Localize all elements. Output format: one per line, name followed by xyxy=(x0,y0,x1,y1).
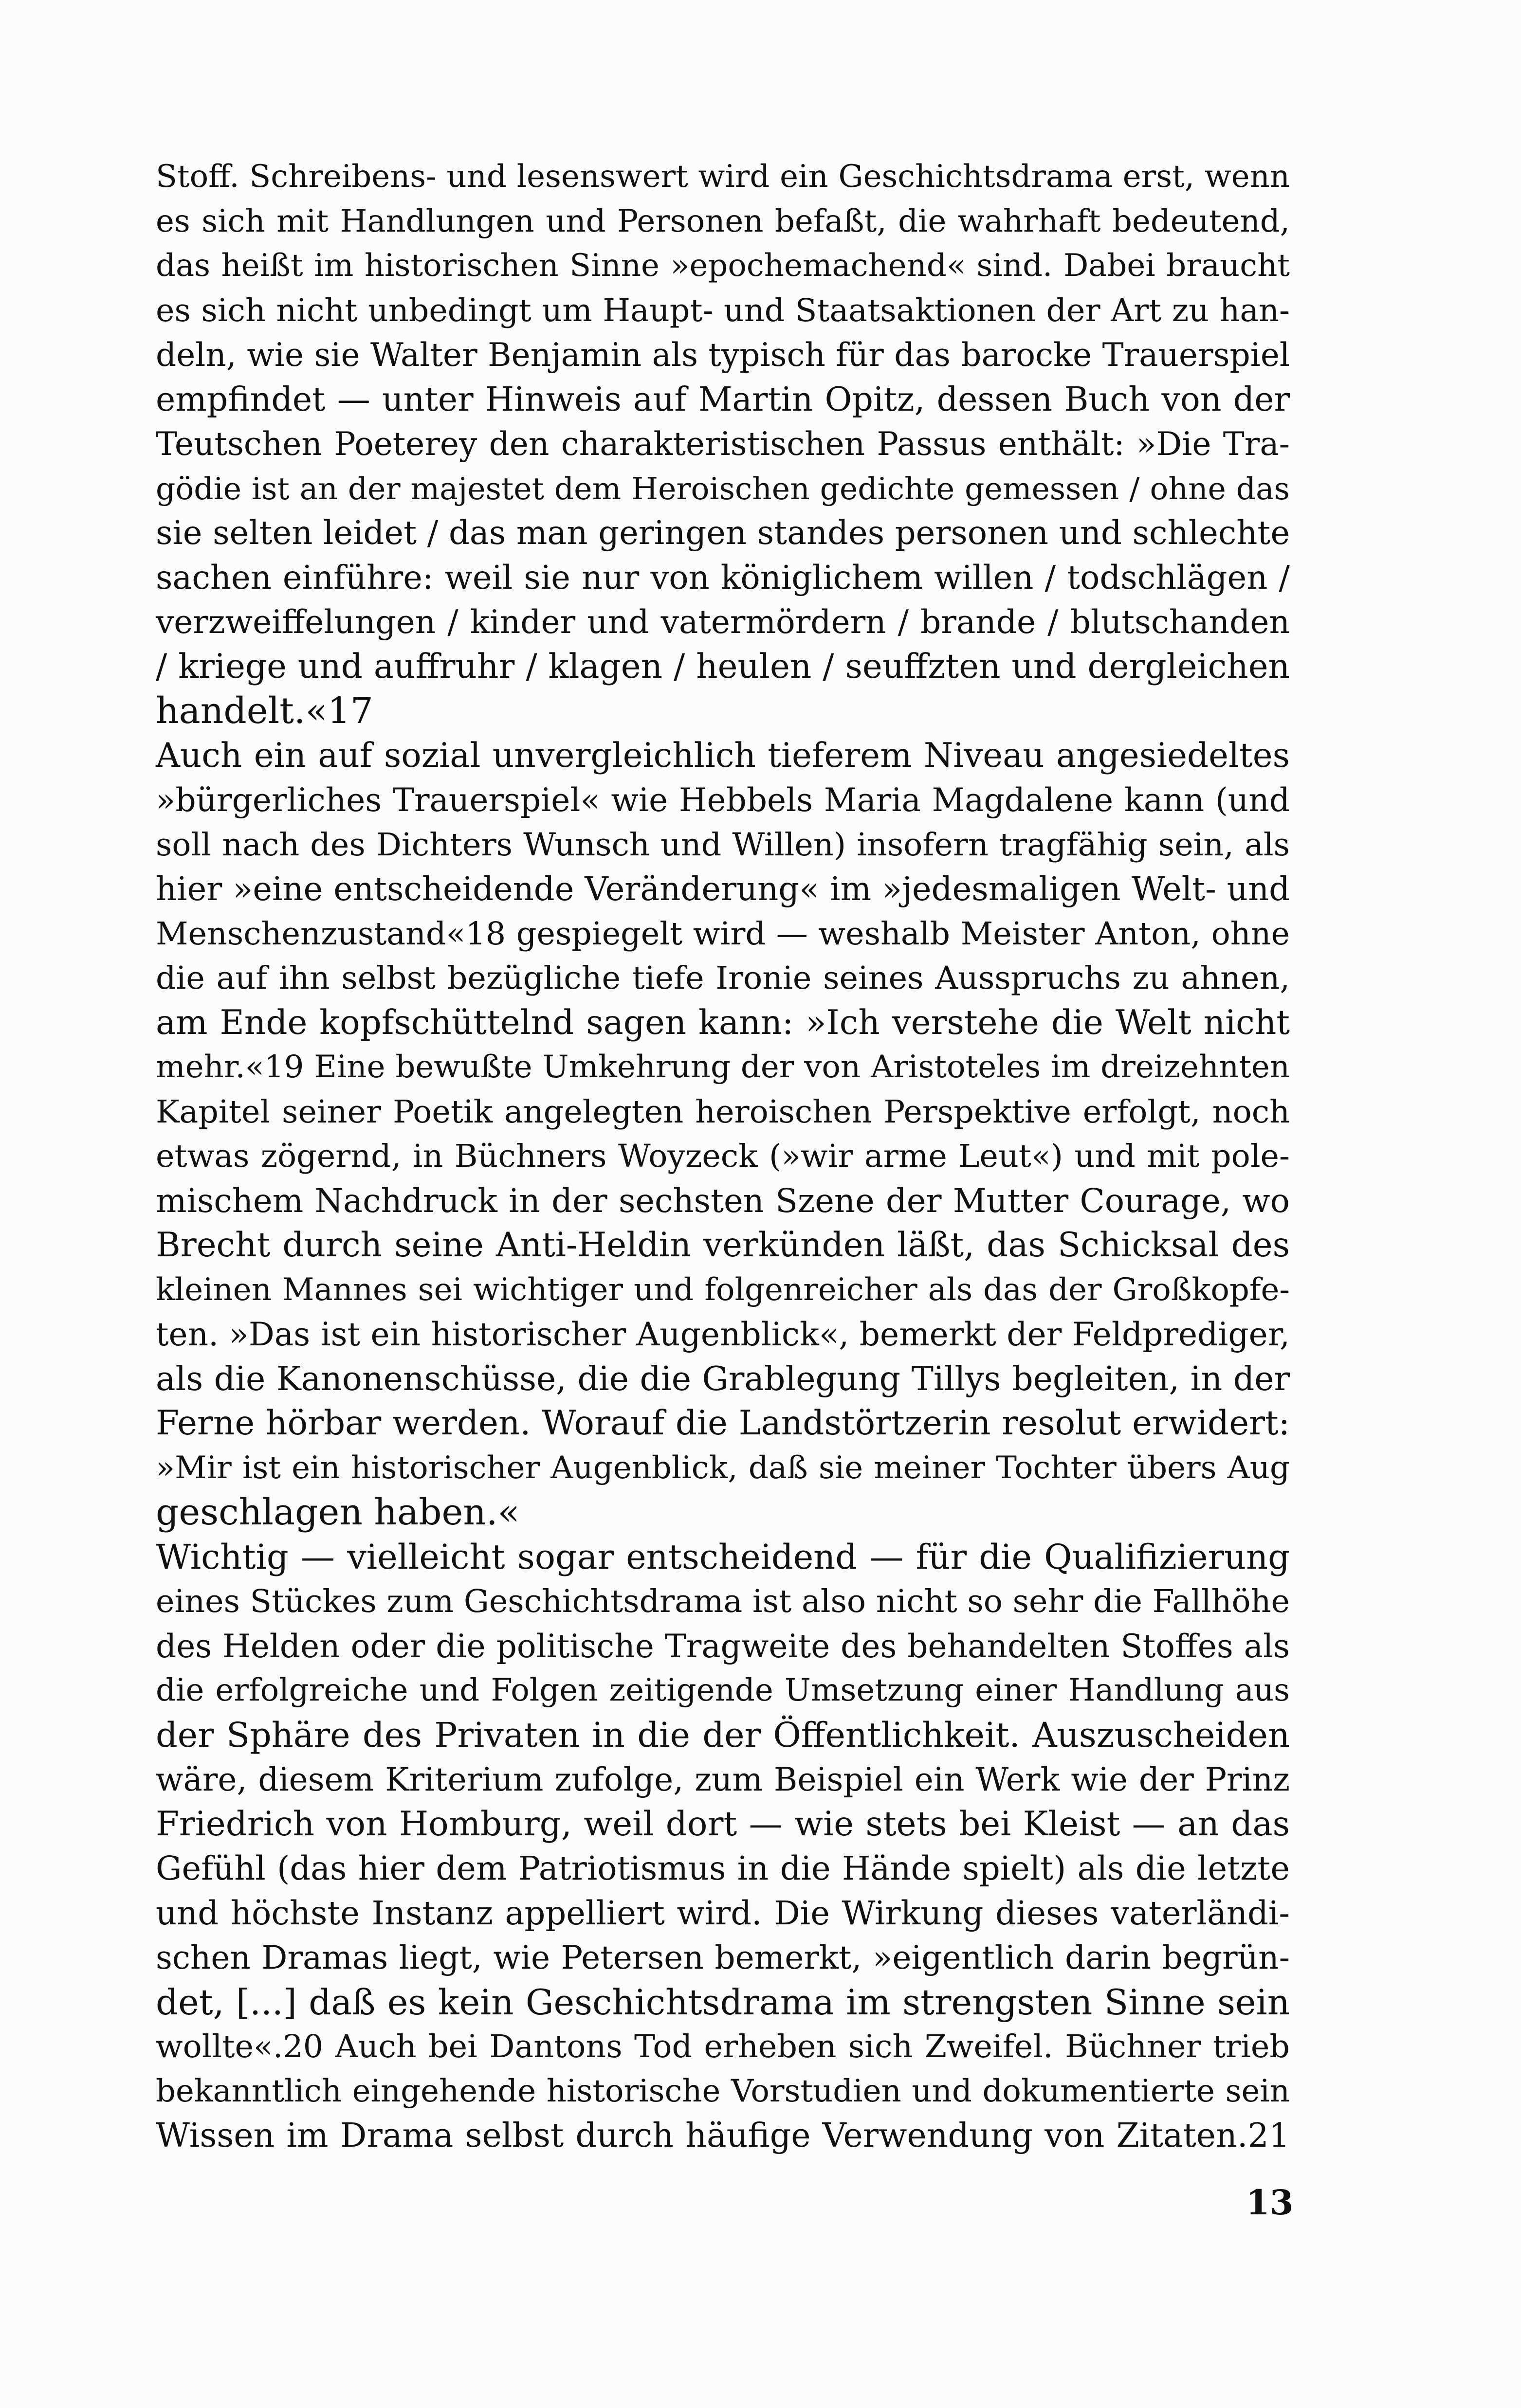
text-line: gödie ist an der majestet dem Heroischen gedichte gemessen / ohne das xyxy=(156,471,1290,507)
text-line: es sich nicht unbedingt um Haupt- und Staatsaktionen der Art zu han- xyxy=(156,292,1290,329)
text-line: »bürgerliches Trauerspiel« wie Hebbels Maria Magdalene kann (und xyxy=(156,781,1290,819)
text-line: soll nach des Dichters Wunsch und Willen) insofern tragfähig sein, als xyxy=(156,826,1290,863)
text-line: Ferne hörbar werden. Worauf die Landstörtzerin resolut erwidert: xyxy=(156,1404,1290,1443)
text-line: Stoff. Schreibens- und lesenswert wird ein Geschichtsdrama erst, wenn xyxy=(156,159,1290,195)
text-line: wollte«.20 Auch bei Dantons Tod erheben sich Zweifel. Büchner trieb xyxy=(156,2028,1290,2065)
text-line: am Ende kopfschüttelnd sagen kann: »Ich verstehe die Welt nicht xyxy=(156,1003,1290,1042)
text-line: handelt.«17 xyxy=(156,690,373,732)
text-line: Wichtig — vielleicht sogar entscheidend — für die Qualifizierung xyxy=(156,1537,1290,1577)
text-line: schen Dramas liegt, wie Petersen bemerkt, »eigentlich darin begrün- xyxy=(156,1939,1290,1976)
text-line: des Helden oder die politische Tragweite des behandelten Stoffes als xyxy=(156,1627,1290,1665)
text-line: det, [...] daß es kein Geschichtsdrama im strengsten Sinne sein xyxy=(156,1981,1290,2023)
text-line: und höchste Instanz appelliert wird. Die Wirkung dieses vaterländi- xyxy=(156,1894,1290,1932)
text-line: empfindet — unter Hinweis auf Martin Opitz, dessen Buch von der xyxy=(156,380,1290,419)
text-line: Wissen im Drama selbst durch häufige Verwendung von Zitaten.21 xyxy=(156,2117,1290,2155)
text-line: eines Stückes zum Geschichtsdrama ist also nicht so sehr die Fallhöhe xyxy=(156,1583,1290,1620)
text-line: »Mir ist ein historischer Augenblick, daß sie meiner Tochter übers Aug xyxy=(156,1449,1290,1486)
text-line: verzweiffelungen / kinder und vatermördern / brande / blutschanden xyxy=(156,603,1290,641)
body-text xyxy=(156,155,1290,2158)
text-line: Gefühl (das hier dem Patriotismus in die Hände spielt) als die letzte xyxy=(156,1849,1290,1887)
text-line: sachen einführe: weil sie nur von königlichem willen / todschlägen / xyxy=(156,558,1290,597)
text-line: Menschenzustand«18 gespiegelt wird — weshalb Meister Anton, ohne xyxy=(156,915,1290,952)
text-line: deln, wie sie Walter Benjamin als typisch für das barocke Trauerspiel xyxy=(156,336,1290,374)
text-line: mischem Nachdruck in der sechsten Szene der Mutter Courage, wo xyxy=(156,1181,1290,1220)
text-line: es sich mit Handlungen und Personen befaßt, die wahrhaft bedeutend, xyxy=(156,203,1290,239)
text-line: / kriege und auffruhr / klagen / heulen / seuffzten und dergleichen xyxy=(156,647,1290,686)
text-line: sie selten leidet / das man geringen standes personen und schlechte xyxy=(156,514,1290,552)
text-line: der Sphäre des Privaten in die der Öffentlichkeit. Auszuscheiden xyxy=(156,1715,1290,1755)
text-line: Friedrich von Homburg, weil dort — wie stets bei Kleist — an das xyxy=(156,1804,1290,1844)
text-line: geschlagen haben.« xyxy=(156,1491,520,1533)
text-line: wäre, diesem Kriterium zufolge, zum Beispiel ein Werk wie der Prinz xyxy=(156,1761,1290,1798)
page-number: 13 xyxy=(1246,2182,1294,2223)
text-line: Auch ein auf sozial unvergleichlich tieferem Niveau angesiedeltes xyxy=(156,736,1290,775)
text-line: die auf ihn selbst bezügliche tiefe Ironie seines Ausspruchs zu ahnen, xyxy=(156,960,1290,996)
text-line: die erfolgreiche und Folgen zeitigende Umsetzung einer Handlung aus xyxy=(156,1672,1290,1708)
text-line: kleinen Mannes sei wichtiger und folgenreicher als das der Großkopfe- xyxy=(156,1271,1290,1308)
text-line: ten. »Das ist ein historischer Augenblick«, bemerkt der Feldprediger, xyxy=(156,1316,1290,1353)
text-line: Brecht durch seine Anti-Heldin verkünden läßt, das Schicksal des xyxy=(156,1226,1290,1265)
text-line: bekanntlich eingehende historische Vorstudien und dokumentierte sein xyxy=(156,2073,1290,2109)
text-line: Kapitel seiner Poetik angelegten heroischen Perspektive erfolgt, noch xyxy=(156,1093,1290,1130)
text-line: als die Kanonenschüsse, die die Grablegung Tillys begleiten, in der xyxy=(156,1359,1290,1398)
text-line: mehr.«19 Eine bewußte Umkehrung der von Aristoteles im dreizehnten xyxy=(156,1049,1290,1085)
text-line: etwas zögernd, in Büchners Woyzeck (»wir arme Leut«) und mit pole- xyxy=(156,1138,1290,1175)
text-line: Teutschen Poeterey den charakteristischen Passus enthält: »Die Tra- xyxy=(156,425,1290,463)
text-line: das heißt im historischen Sinne »epochemachend« sind. Dabei braucht xyxy=(156,248,1290,284)
text-line: hier »eine entscheidende Veränderung« im »jedesmaligen Welt- und xyxy=(156,870,1290,908)
